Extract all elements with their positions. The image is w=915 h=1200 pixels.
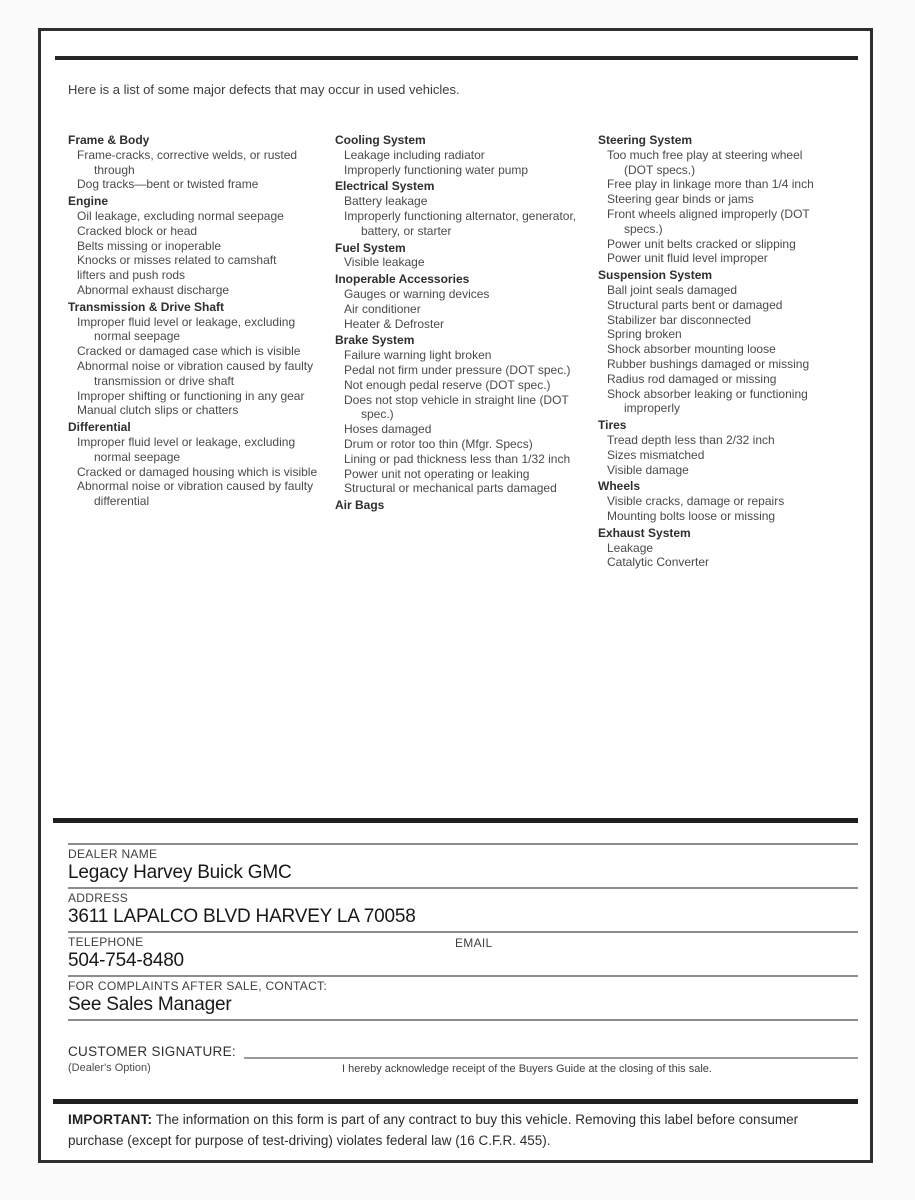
defect-item: Power unit fluid level improper [607, 251, 768, 266]
section-title: Fuel System [335, 240, 406, 255]
dealer-field [68, 975, 858, 1019]
defect-item: Tread depth less than 2/32 inch [607, 432, 775, 447]
defect-item: Improper fluid level or leakage, excluding normal seepage [77, 314, 296, 344]
section-title: Air Bags [335, 498, 385, 513]
customer-signature-line [244, 1043, 858, 1059]
defect-item: Abnormal exhaust discharge [77, 282, 230, 297]
defect-item: Catalytic Converter [607, 555, 710, 570]
section-title: Steering System [598, 133, 693, 147]
section-title: Inoperable Accessories [335, 272, 470, 287]
field-value: 3611 LAPALCO BLVD HARVEY LA 70058 [68, 906, 416, 927]
defect-item: Too much free play at steering wheel (DOT specs.) [607, 147, 803, 177]
defect-item: Radius rod damaged or missing [607, 371, 777, 386]
defect-item: Stabilizer bar disconnected [607, 312, 752, 327]
defect-item: Free play in linkage more than 1/4 inch [607, 177, 814, 192]
defect-item: Leakage including radiator [344, 147, 485, 162]
section-title: Brake System [335, 333, 415, 348]
field-label: FOR COMPLAINTS AFTER SALE, CONTACT: [68, 979, 327, 993]
defect-item: Rubber bushings damaged or missing [607, 356, 810, 371]
defect-item: Not enough pedal reserve (DOT spec.) [344, 377, 551, 392]
field-rule [68, 1019, 858, 1021]
defect-item: Frame-cracks, corrective welds, or rusted through [77, 147, 298, 177]
defect-item: Pedal not firm under pressure (DOT spec.) [344, 362, 571, 377]
defect-item: Steering gear binds or jams [607, 192, 754, 207]
defects-column-1 [68, 131, 335, 570]
defect-item: Improperly functioning water pump [344, 162, 529, 177]
defect-item: Dog tracks—bent or twisted frame [77, 177, 259, 192]
defect-item: Abnormal noise or vibration caused by faulty transmission or drive shaft [77, 358, 314, 388]
important-label: IMPORTANT: [68, 1112, 153, 1127]
defect-item: Improperly functioning alternator, generator, battery, or starter [344, 208, 577, 238]
dealer-section-divider [53, 818, 858, 823]
field-label: ADDRESS [68, 891, 129, 905]
defects-column-3 [598, 131, 831, 570]
defect-item: Structural parts bent or damaged [607, 297, 783, 312]
defect-item: Spring broken [607, 327, 682, 342]
dealer-field [68, 887, 858, 931]
defect-item: Gauges or warning devices [344, 286, 490, 301]
important-section-divider [53, 1099, 858, 1104]
section-title: Cooling System [335, 133, 426, 147]
defect-item: Visible cracks, damage or repairs [607, 494, 785, 509]
defect-item: Abnormal noise or vibration caused by faulty differential [77, 479, 314, 509]
customer-signature-row [68, 1043, 858, 1059]
dealer-info-section [68, 843, 858, 1077]
defect-item: Hoses damaged [344, 422, 432, 437]
section-title: Engine [68, 194, 109, 209]
field-value: See Sales Manager [68, 994, 232, 1015]
section-title: Differential [68, 420, 131, 435]
defect-item: Cracked or damaged housing which is visible [77, 464, 318, 479]
dealer-fields [68, 843, 858, 1019]
buyers-guide-page [38, 28, 873, 1163]
defect-item: Visible leakage [344, 255, 425, 270]
defects-list [68, 131, 831, 570]
defect-item: Air conditioner [344, 301, 421, 316]
defects-column-2 [335, 131, 598, 570]
top-divider-rule [55, 56, 858, 60]
defects-intro-text: Here is a list of some major defects that may occur in used vehicles. [68, 82, 460, 97]
defect-item: lifters and push rods [77, 268, 186, 283]
defect-item: Drum or rotor too thin (Mfgr. Specs) [344, 436, 533, 451]
section-title: Electrical System [335, 179, 435, 194]
field-value: Legacy Harvey Buick GMC [68, 862, 292, 883]
defect-item: Cracked or damaged case which is visible [77, 344, 301, 359]
defect-item: Mounting bolts loose or missing [607, 508, 776, 523]
dealer-field [68, 931, 858, 975]
defect-item: Ball joint seals damaged [607, 282, 738, 297]
defect-item: Heater & Defroster [344, 316, 445, 331]
important-notice [68, 1109, 856, 1151]
section-title: Wheels [598, 479, 641, 494]
field-label: TELEPHONE [68, 935, 144, 949]
defect-item: Belts missing or inoperable [77, 238, 222, 253]
defect-item: Improper shifting or functioning in any gear [77, 388, 305, 403]
section-title: Frame & Body [68, 133, 150, 147]
defect-item: Cracked block or head [77, 223, 198, 238]
defect-item: Visible damage [607, 462, 689, 477]
defect-item: Knocks or misses related to camshaft [77, 253, 277, 268]
defect-item: Oil leakage, excluding normal seepage [77, 208, 284, 223]
defect-item: Lining or pad thickness less than 1/32 inch [344, 451, 571, 466]
section-title: Suspension System [598, 268, 713, 283]
field-value: 504-754-8480 [68, 950, 184, 971]
section-title: Transmission & Drive Shaft [68, 299, 225, 314]
defect-item: Does not stop vehicle in straight line (DOT spec.) [344, 392, 569, 422]
defect-item: Power unit belts cracked or slipping [607, 236, 796, 251]
defect-item: Failure warning light broken [344, 348, 492, 363]
field-label: DEALER NAME [68, 847, 158, 861]
defect-item: Structural or mechanical parts damaged [344, 481, 557, 496]
signature-subtext-row [68, 1062, 858, 1077]
dealers-option-note: (Dealer's Option) [68, 1062, 151, 1074]
defect-item: Manual clutch slips or chatters [77, 403, 239, 418]
defect-item: Power unit not operating or leaking [344, 466, 530, 481]
field-label-secondary: EMAIL [455, 936, 493, 950]
section-title: Exhaust System [598, 525, 691, 540]
defect-item: Sizes mismatched [607, 447, 705, 462]
acknowledgment-text: I hereby acknowledge receipt of the Buyers Guide at the closing of this sale. [342, 1063, 712, 1075]
customer-signature-label: CUSTOMER SIGNATURE: [68, 1044, 236, 1059]
defect-item: Battery leakage [344, 194, 428, 209]
defect-item: Front wheels aligned improperly (DOT specs.) [607, 206, 810, 236]
defect-item: Improper fluid level or leakage, excluding normal seepage [77, 434, 296, 464]
defect-item: Shock absorber mounting loose [607, 342, 776, 357]
defect-item: Leakage [607, 540, 654, 555]
dealer-field [68, 843, 858, 887]
section-title: Tires [598, 418, 627, 433]
defect-item: Shock absorber leaking or functioning improperly [607, 386, 808, 416]
important-text: The information on this form is part of any contract to buy this vehicle. Removing this label before consumer purchase (except for purpose of test-driving) violates federal law (16 C.F.R. 455). [68, 1112, 799, 1148]
